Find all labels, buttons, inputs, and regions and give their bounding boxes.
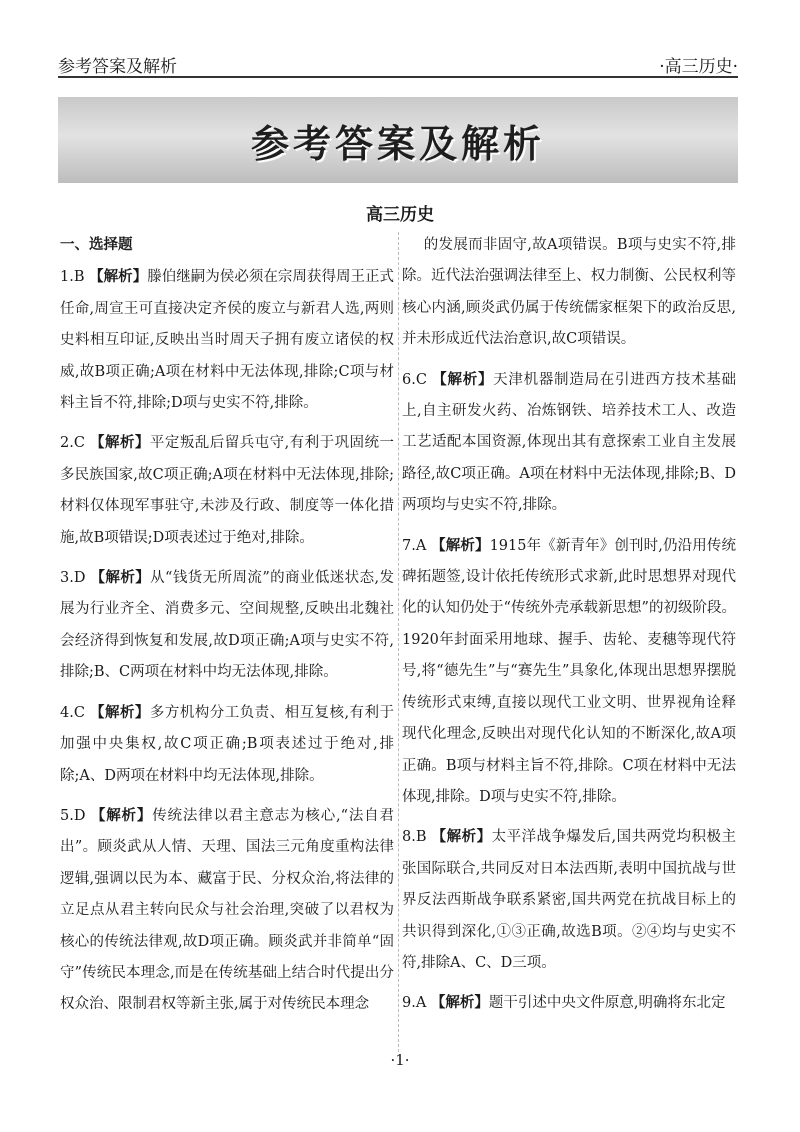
answer-item: [402, 530, 736, 814]
banner-title: 参考答案及解析: [250, 121, 545, 166]
column-divider: [398, 232, 399, 1052]
right-column: [402, 230, 736, 1028]
header-right-subject: ·高三历史·: [659, 57, 738, 77]
analysis-text: 滕伯继嗣为侯必须在宗周获得周王正式任命,周宣王可直接决定齐侯的废立与新君人选,两则史料相互印证,反映出当时周天子拥有废立诸侯的权威,故B项正确;A项在材料中无法体现,排除;C项与材料主旨不符,排除;D项与史实不符,排除。: [60, 269, 395, 412]
analysis-tag: 【解析】: [431, 828, 492, 846]
right-item-list: [402, 364, 736, 1020]
left-column: [60, 230, 394, 1029]
analysis-tag: 【解析】: [431, 536, 490, 554]
answer-number: 3.D: [60, 570, 86, 587]
subject-title: 高三历史: [366, 205, 434, 225]
answer-number: 8.B: [402, 829, 427, 846]
analysis-tag: 【解析】: [430, 994, 489, 1012]
analysis-text: 传统法律以君主意志为核心,“法自君出”。顾炎武从人情、天理、国法三元角度重构法律逻辑,强调以民为本、藏富于民、分权众治,将法律的立足点从君主转向民众与社会治理,突破了以君权为核心的传统法律观,故D项正确。顾炎武并非简单“固守”传统民本理念,而是在传统基础上结合时代提出分权众治、限制君权等新主张,属于对传统民本理念: [60, 807, 395, 1013]
answer-item: [60, 697, 394, 792]
analysis-text: 1915年《新青年》创刊时,仍沿用传统碑拓题签,设计依托传统形式求新,此时思想界对现代化的认知仍处于“传统外壳承载新思想”的初级阶段。1920年封面采用地球、握手、齿轮、麦穗等现代符号,将“德先生”与“赛先生”具象化,体现出思想界摆脱传统形式束缚,直接以现代工业文明、世界视角诠释现代化理念,反映出对现代化认知的不断深化,故A项正确。B项与材料主旨不符,排除。C项在材料中无法体现,排除。D项与史实不符,排除。: [402, 537, 737, 805]
answer-item: [60, 562, 394, 689]
page-header: [58, 48, 738, 78]
section-heading: 一、选择题: [60, 237, 133, 253]
header-left-title: 参考答案及解析: [58, 57, 177, 77]
left-item-list: [60, 261, 394, 1020]
answer-number: 7.A: [402, 537, 427, 554]
analysis-tag: 【解析】: [90, 434, 150, 452]
answer-continuation: 的发展而非固守,故A项错误。B项与史实不符,排除。近代法治强调法律至上、权力制衡、公民权利等核心内涵,顾炎武仍属于传统儒家框架下的政治反思,并未形成近代法治意识,故C项错误。: [402, 237, 736, 348]
answer-item: [402, 821, 736, 979]
answer-item: [60, 427, 394, 554]
analysis-tag: 【解析】: [89, 268, 148, 286]
analysis-tag: 【解析】: [90, 569, 151, 587]
analysis-text: 天津机器制造局在引进西方技术基础上,自主研发火药、冶炼钢铁、培养技术工人、改造工艺适配本国资源,体现出其有意探索工业自主发展路径,故C项正确。A项在材料中无法体现,排除;B、D两项均与史实不符,排除。: [402, 371, 737, 514]
answer-number: 2.C: [60, 435, 85, 452]
page-number: ·1·: [390, 1051, 410, 1069]
answer-item: [402, 364, 736, 522]
answer-number: 6.C: [402, 371, 427, 388]
title-banner: [58, 97, 738, 183]
analysis-tag: 【解析】: [432, 370, 494, 388]
analysis-text: 题干引述中央文件原意,明确将东北定: [488, 995, 726, 1012]
analysis-tag: 【解析】: [90, 806, 153, 824]
analysis-tag: 【解析】: [90, 703, 150, 721]
answer-number: 1.B: [60, 269, 85, 286]
analysis-text: 从“钱货无所周流”的商业低迷状态,发展为行业齐全、消费多元、空间规整,反映出北魏社会经济得到恢复和发展,故D项正确;A项与史实不符,排除;B、C两项在材料中均无法体现,排除。: [60, 570, 395, 681]
answer-item: [60, 800, 394, 1021]
answer-item: [402, 987, 736, 1019]
analysis-text: 太平洋战争爆发后,国共两党均积极主张国际联合,共同反对日本法西斯,表明中国抗战与世界反法西斯战争联系紧密,国共两党在抗战目标上的共识得到深化,①③正确,故选B项。②④均与史实不符,排除A、C、D三项。: [402, 829, 737, 971]
answer-number: 4.C: [60, 704, 85, 721]
analysis-text: 多方机构分工负责、相互复核,有利于加强中央集权,故C项正确;B项表述过于绝对,排除;A、D两项在材料中均无法体现,排除。: [60, 704, 394, 784]
answer-number: 5.D: [60, 807, 86, 824]
answer-item: [60, 261, 394, 419]
answer-number: 9.A: [402, 995, 427, 1012]
analysis-text: 平定叛乱后留兵屯守,有利于巩固统一多民族国家,故C项正确;A项在材料中无法体现,排除;材料仅体现军事驻守,未涉及行政、制度等一体化措施,故B项错误;D项表述过于绝对,排除。: [60, 435, 394, 546]
